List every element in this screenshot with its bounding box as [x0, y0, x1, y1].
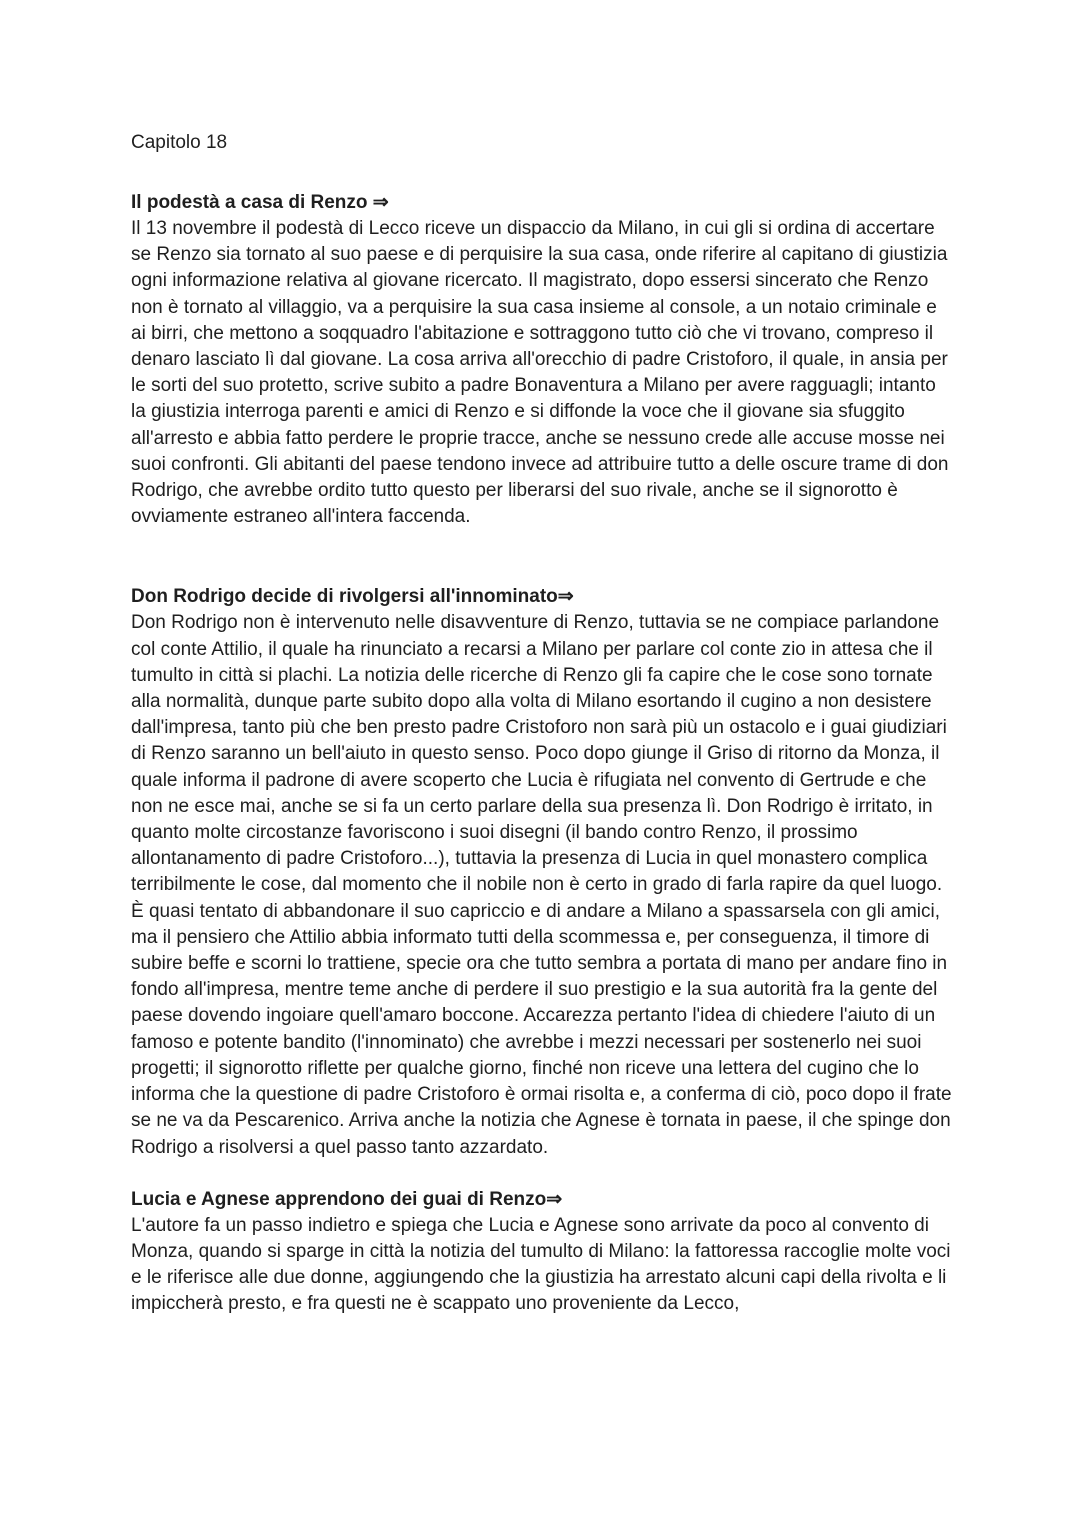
- document-page: [131, 130, 953, 1318]
- section-podesta: [131, 190, 953, 530]
- section-body: Don Rodrigo non è intervenuto nelle disavventure di Renzo, tuttavia se ne compiace parlandone col conte Attilio, il quale ha rinunciato a recarsi a Milano per parlare col conte zio in attesa che il tumulto in città si plachi. La notizia delle ricerche di Renzo gli fa capire che le cose sono tornate alla normalità, dunque parte subito dopo alla volta di Milano esortando il cugino a non desistere dall'impresa, tanto più che ben presto padre Cristoforo non sarà più un ostacolo e i guai giudiziari di Renzo saranno un bell'aiuto in questo senso. Poco dopo giunge il Griso di ritorno da Monza, il quale informa il padrone di avere scoperto che Lucia è rifugiata nel convento di Gertrude e che non ne esce mai, anche se si fa un certo parlare della sua presenza lì. Don Rodrigo è irritato, in quanto molte circostanze favoriscono i suoi disegni (il bando contro Renzo, il prossimo allontanamento di padre Cristoforo...), tuttavia la presenza di Lucia in quel monastero complica terribilmente le cose, dal momento che il nobile non è certo in grado di farla rapire da quel luogo. È quasi tentato di abbandonare il suo capriccio e di andare a Milano a spassarsela con gli amici, ma il pensiero che Attilio abbia informato tutti della scommessa e, per conseguenza, il timore di subire beffe e scorni lo trattiene, specie ora che tutto sembra a portata di mano per andare fino in fondo all'impresa, mentre teme anche di perdere il suo prestigio e la sua autorità fra la gente del paese dovendo ingoiare quell'amaro boccone. Accarezza pertanto l'idea di chiedere l'aiuto di un famoso e potente bandito (l'innominato) che avrebbe i mezzi necessari per sostenerlo nei suoi progetti; il signorotto riflette per qualche giorno, finché non riceve una lettera del cugino che lo informa che la questione di padre Cristoforo è ormai risolta e, a conferma di ciò, poco dopo il frate se ne va da Pescarenico. Arriva anche la notizia che Agnese è tornata in paese, il che spinge don Rodrigo a risolversi a quel passo tanto azzardato.: [131, 612, 952, 1158]
- section-heading: Lucia e Agnese apprendono dei guai di Renzo⇒: [131, 1188, 563, 1210]
- section-lucia-agnese: [131, 1187, 953, 1318]
- section-heading: Don Rodrigo decide di rivolgersi all'innominato⇒: [131, 586, 574, 608]
- chapter-title: Capitolo 18: [131, 132, 228, 153]
- section-don-rodrigo: [131, 584, 953, 1160]
- section-body: L'autore fa un passo indietro e spiega che Lucia e Agnese sono arrivate da poco al convento di Monza, quando si sparge in città la notizia del tumulto di Milano: la fattoressa raccoglie molte voci e le riferisce alle due donne, aggiungendo che la giustizia ha arrestato alcuni capi della rivolta e li impiccherà presto, e fra questi ne è scappato uno proveniente da Lecco,: [131, 1214, 951, 1315]
- section-heading: Il podestà a casa di Renzo ⇒: [131, 192, 389, 213]
- section-body: Il 13 novembre il podestà di Lecco riceve un dispaccio da Milano, in cui gli si ordina di accertare se Renzo sia tornato al suo paese e di perquisire la sua casa, onde riferire al capitano di giustizia ogni informazione relativa al giovane ricercato. Il magistrato, dopo essersi sincerato che Renzo non è tornato al villaggio, va a perquisire la sua casa insieme al console, a un notaio criminale e ai birri, che mettono a soqquadro l'abitazione e sottraggono tutto ciò che vi trovano, compreso il denaro lasciato lì dal giovane. La cosa arriva all'orecchio di padre Cristoforo, il quale, in ansia per le sorti del suo protetto, scrive subito a padre Bonaventura a Milano per avere ragguagli; intanto la giustizia interroga parenti e amici di Renzo e si diffonde la voce che il giovane sia sfuggito all'arresto e abbia fatto perdere le proprie tracce, anche se nessuno crede alle accuse mosse nei suoi confronti. Gli abitanti del paese tendono invece ad attribuire tutto a delle oscure trame di don Rodrigo, che avrebbe ordito tutto questo per liberarsi del suo rivale, anche se il signorotto è ovviamente estraneo all'intera faccenda.: [131, 218, 949, 528]
